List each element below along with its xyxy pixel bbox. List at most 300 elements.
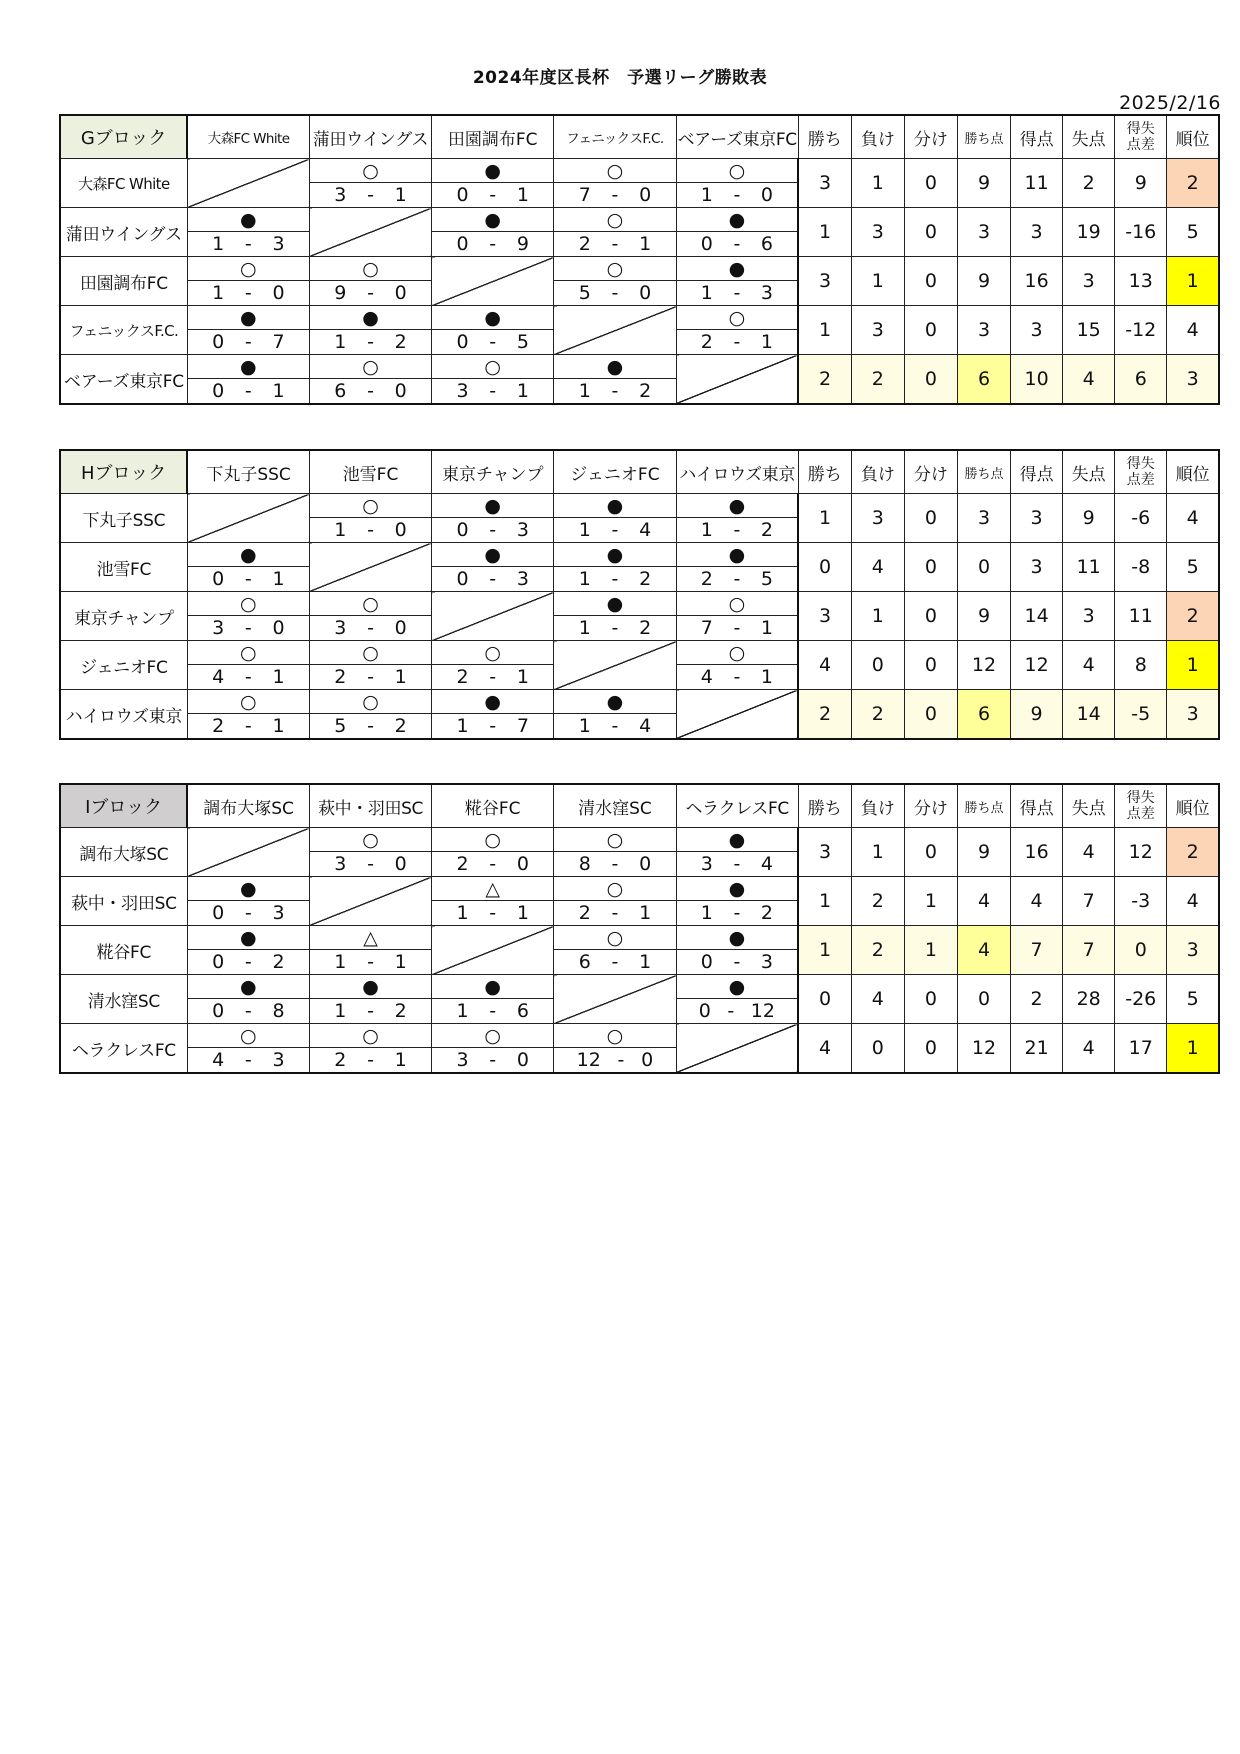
stat-goals-scored: 3 — [1011, 208, 1063, 257]
goals-against: 1 — [760, 331, 773, 353]
loss-icon: ● — [728, 877, 746, 900]
goals-against: 1 — [760, 666, 773, 688]
score-cell — [554, 950, 676, 975]
win-icon: ○ — [606, 257, 624, 280]
stat-goal-difference: -16 — [1115, 208, 1167, 257]
goals-for: 0 — [212, 568, 225, 590]
result-cell — [309, 975, 431, 999]
result-cell — [187, 355, 309, 379]
stat-wins: 1 — [798, 877, 851, 926]
goals-against: 3 — [760, 282, 773, 304]
stat-wins: 3 — [798, 159, 851, 208]
result-cell — [676, 641, 798, 665]
goals-against: 3 — [516, 568, 529, 590]
goals-against: 1 — [639, 902, 652, 924]
goals-for: 1 — [334, 951, 347, 973]
stat-header — [1115, 115, 1167, 159]
goals-for: 2 — [578, 902, 591, 924]
score-cell — [187, 950, 309, 975]
goals-against: 1 — [394, 951, 407, 973]
score-dash: - — [367, 617, 374, 639]
goals-for: 1 — [334, 331, 347, 353]
score — [188, 902, 309, 924]
score-dash: - — [489, 568, 497, 590]
win-icon: ○ — [240, 1024, 257, 1047]
row-team-name: 大森FC White — [60, 159, 187, 208]
stat-header-line: 得失 — [1126, 121, 1155, 137]
team-row — [60, 306, 1219, 330]
result-cell — [676, 306, 798, 330]
row-team-name: 蒲田ウイングス — [60, 208, 187, 257]
goals-for: 0 — [456, 568, 469, 590]
score — [188, 380, 309, 402]
loss-icon: ● — [240, 306, 257, 329]
loss-icon: ● — [728, 543, 746, 566]
team-row — [60, 690, 1219, 714]
score — [554, 853, 675, 875]
win-icon: ○ — [362, 355, 379, 378]
stat-header: 勝ち — [798, 784, 851, 828]
loss-icon: ● — [728, 926, 746, 949]
score-dash: - — [489, 715, 497, 737]
stat-goal-difference: 0 — [1115, 926, 1167, 975]
stat-draws: 0 — [904, 641, 957, 690]
row-team-name: 調布大塚SC — [60, 828, 187, 877]
result-cell — [432, 306, 554, 330]
goals-against: 6 — [760, 233, 773, 255]
goals-against: 1 — [272, 380, 285, 402]
score — [432, 715, 553, 737]
result-cell — [187, 877, 309, 901]
result-cell — [554, 257, 676, 281]
score — [188, 666, 309, 688]
stat-points: 4 — [957, 877, 1010, 926]
stat-points: 3 — [957, 208, 1010, 257]
result-cell — [554, 690, 676, 714]
goals-for: 2 — [700, 568, 713, 590]
stat-header: 分け — [904, 115, 957, 159]
team-row — [60, 828, 1219, 852]
score-cell — [309, 183, 431, 208]
goals-against: 0 — [394, 617, 407, 639]
stat-draws: 0 — [904, 1024, 957, 1074]
loss-icon: ● — [362, 306, 379, 329]
goals-against: 0 — [760, 184, 773, 206]
score-cell — [187, 379, 309, 405]
win-icon: ○ — [484, 355, 502, 378]
stat-points: 12 — [957, 641, 1010, 690]
goals-for: 2 — [456, 853, 469, 875]
team-row — [60, 877, 1219, 901]
stat-rank: 1 — [1167, 1024, 1219, 1074]
self-match-cell — [187, 828, 309, 877]
stat-header-line: 点差 — [1126, 806, 1155, 822]
block-name: Iブロック — [60, 784, 187, 828]
goals-against: 2 — [760, 902, 773, 924]
score-dash: - — [733, 233, 741, 255]
score-cell — [676, 665, 798, 690]
stat-losses: 3 — [851, 208, 904, 257]
loss-icon: ● — [728, 257, 746, 280]
draw-icon: △ — [363, 926, 378, 949]
score-cell — [309, 999, 431, 1024]
stat-rank: 1 — [1167, 641, 1219, 690]
self-match-cell — [676, 355, 798, 405]
stat-wins: 3 — [798, 257, 851, 306]
score — [677, 184, 798, 206]
goals-for: 0 — [456, 184, 469, 206]
block-name: Gブロック — [60, 115, 187, 159]
stat-goal-difference: -8 — [1115, 543, 1167, 592]
result-cell — [187, 641, 309, 665]
goals-against: 2 — [760, 519, 773, 541]
stat-goals-conceded: 4 — [1063, 355, 1115, 405]
stat-points: 0 — [957, 975, 1010, 1024]
goals-against: 3 — [272, 902, 285, 924]
self-match-cell — [554, 306, 676, 355]
win-icon: ○ — [362, 828, 379, 851]
stat-header: 負け — [851, 450, 904, 494]
score-dash: - — [489, 853, 497, 875]
goals-for: 3 — [334, 853, 347, 875]
result-cell — [432, 828, 554, 852]
score-cell — [554, 183, 676, 208]
stat-goals-conceded: 19 — [1063, 208, 1115, 257]
goals-against: 0 — [394, 853, 407, 875]
score-dash: - — [733, 282, 741, 304]
goals-against: 2 — [639, 568, 652, 590]
score-cell — [432, 901, 554, 926]
score-cell — [676, 567, 798, 592]
column-team-header: ヘラクレスFC — [676, 784, 798, 828]
score-dash: - — [617, 1049, 625, 1071]
goals-for: 2 — [700, 331, 713, 353]
column-team-header: ベアーズ東京FC — [676, 115, 798, 159]
stat-goal-difference: 6 — [1115, 355, 1167, 405]
goals-against: 4 — [639, 715, 652, 737]
score — [310, 331, 431, 353]
goals-against: 2 — [639, 617, 652, 639]
goals-against: 0 — [516, 1049, 529, 1071]
score-cell — [187, 330, 309, 355]
result-cell — [309, 306, 431, 330]
self-match-cell — [554, 975, 676, 1024]
goals-for: 7 — [578, 184, 591, 206]
score-cell — [676, 232, 798, 257]
goals-for: 3 — [456, 380, 469, 402]
result-cell — [676, 877, 798, 901]
loss-icon: ● — [484, 975, 502, 998]
win-icon: ○ — [240, 257, 257, 280]
goals-against: 1 — [760, 617, 773, 639]
self-match-cell — [432, 592, 554, 641]
result-cell — [554, 543, 676, 567]
score-cell — [676, 330, 798, 355]
score — [677, 666, 798, 688]
stat-points: 6 — [957, 355, 1010, 405]
column-team-header: 大森FC White — [187, 115, 309, 159]
stat-rank: 3 — [1167, 690, 1219, 740]
stat-header: 勝ち点 — [957, 450, 1010, 494]
score-cell — [187, 281, 309, 306]
score-dash: - — [733, 666, 741, 688]
score — [432, 853, 553, 875]
result-cell — [309, 1024, 431, 1048]
goals-for: 1 — [334, 1000, 347, 1022]
score — [188, 282, 309, 304]
score-dash: - — [367, 1000, 374, 1022]
score-dash: - — [244, 331, 252, 353]
goals-against: 5 — [760, 568, 773, 590]
goals-for: 1 — [700, 282, 713, 304]
score-cell — [554, 567, 676, 592]
stat-losses: 2 — [851, 877, 904, 926]
stat-wins: 2 — [798, 690, 851, 740]
result-cell — [187, 543, 309, 567]
stat-losses: 1 — [851, 159, 904, 208]
goals-for: 1 — [456, 1000, 469, 1022]
stat-goals-scored: 16 — [1011, 257, 1063, 306]
stat-goals-scored: 9 — [1011, 690, 1063, 740]
score-dash: - — [367, 331, 374, 353]
stat-goals-scored: 14 — [1011, 592, 1063, 641]
stat-header: 失点 — [1063, 115, 1115, 159]
stat-rank: 4 — [1167, 877, 1219, 926]
score-cell — [309, 852, 431, 877]
stat-goals-conceded: 4 — [1063, 1024, 1115, 1074]
stat-losses: 3 — [851, 306, 904, 355]
result-cell — [187, 257, 309, 281]
result-cell — [309, 828, 431, 852]
self-match-cell — [676, 1024, 798, 1074]
stat-draws: 0 — [904, 494, 957, 543]
stat-wins: 3 — [798, 592, 851, 641]
score — [677, 853, 798, 875]
draw-icon: △ — [485, 877, 501, 900]
goals-for: 3 — [334, 617, 347, 639]
score — [432, 331, 553, 353]
score-cell — [676, 999, 798, 1024]
goals-for: 1 — [578, 617, 591, 639]
score-cell — [432, 665, 554, 690]
row-team-name: ベアーズ東京FC — [60, 355, 187, 405]
score-cell — [432, 567, 554, 592]
stat-rank: 3 — [1167, 355, 1219, 405]
result-cell — [676, 208, 798, 232]
stat-losses: 4 — [851, 543, 904, 592]
score-cell — [187, 714, 309, 740]
score — [432, 568, 553, 590]
goals-for: 8 — [578, 853, 591, 875]
column-team-header: 萩中・羽田SC — [309, 784, 431, 828]
score-dash: - — [489, 1049, 497, 1071]
stat-points: 9 — [957, 828, 1010, 877]
score-cell — [187, 567, 309, 592]
stat-wins: 0 — [798, 543, 851, 592]
league-table-2 — [59, 449, 1220, 740]
score-cell — [676, 183, 798, 208]
self-match-cell — [432, 926, 554, 975]
score-cell — [432, 379, 554, 405]
stat-rank: 5 — [1167, 975, 1219, 1024]
win-icon: ○ — [362, 690, 379, 713]
result-cell — [554, 355, 676, 379]
loss-icon: ● — [484, 494, 502, 517]
stat-header: 分け — [904, 784, 957, 828]
loss-icon: ● — [240, 208, 257, 231]
score-dash: - — [727, 1000, 735, 1022]
self-match-cell — [187, 159, 309, 208]
goals-for: 9 — [334, 282, 347, 304]
loss-icon: ● — [606, 690, 624, 713]
goals-against: 3 — [272, 1049, 285, 1071]
goals-against: 0 — [394, 282, 407, 304]
win-icon: ○ — [362, 641, 379, 664]
score-dash: - — [244, 951, 252, 973]
result-cell — [309, 257, 431, 281]
score-cell — [676, 950, 798, 975]
league-table-3 — [59, 783, 1220, 1074]
stat-losses: 1 — [851, 828, 904, 877]
loss-icon: ● — [240, 355, 257, 378]
team-row — [60, 355, 1219, 379]
loss-icon: ● — [240, 926, 257, 949]
row-team-name: 池雪FC — [60, 543, 187, 592]
score-dash: - — [489, 666, 497, 688]
score — [554, 282, 675, 304]
win-icon: ○ — [362, 257, 379, 280]
score-cell — [554, 714, 676, 740]
score-cell — [187, 999, 309, 1024]
stat-header-line: 得失 — [1126, 456, 1155, 472]
score — [677, 951, 798, 973]
goals-against: 0 — [272, 282, 285, 304]
goals-for: 0 — [456, 233, 469, 255]
score — [432, 1000, 553, 1022]
goals-against: 1 — [516, 184, 529, 206]
goals-against: 0 — [394, 380, 407, 402]
score-dash: - — [244, 233, 252, 255]
goals-against: 1 — [272, 568, 285, 590]
win-icon: ○ — [606, 877, 624, 900]
stat-goal-difference: -3 — [1115, 877, 1167, 926]
score-cell — [309, 281, 431, 306]
stat-goals-scored: 3 — [1011, 494, 1063, 543]
goals-for: 4 — [700, 666, 713, 688]
stat-draws: 0 — [904, 690, 957, 740]
score-dash: - — [367, 380, 374, 402]
self-match-cell — [554, 641, 676, 690]
result-cell — [554, 1024, 676, 1048]
score-dash: - — [733, 519, 741, 541]
stat-rank: 4 — [1167, 494, 1219, 543]
stat-wins: 1 — [798, 926, 851, 975]
goals-against: 1 — [516, 902, 529, 924]
goals-against: 3 — [760, 951, 773, 973]
score — [432, 666, 553, 688]
goals-against: 4 — [639, 519, 652, 541]
score — [677, 568, 798, 590]
goals-against: 1 — [394, 666, 407, 688]
win-icon: ○ — [362, 159, 379, 182]
result-cell — [676, 975, 798, 999]
score-dash: - — [733, 853, 741, 875]
stat-draws: 0 — [904, 543, 957, 592]
score — [432, 1049, 553, 1071]
stat-header-line: 点差 — [1126, 137, 1155, 153]
win-icon: ○ — [728, 592, 746, 615]
result-cell — [187, 975, 309, 999]
stat-losses: 3 — [851, 494, 904, 543]
score-cell — [676, 281, 798, 306]
score — [432, 380, 553, 402]
goals-for: 4 — [212, 1049, 225, 1071]
goals-against: 2 — [272, 951, 285, 973]
stat-header-line: 得失 — [1126, 790, 1155, 806]
goals-against: 3 — [272, 233, 285, 255]
stat-goal-difference: -5 — [1115, 690, 1167, 740]
stat-points: 0 — [957, 543, 1010, 592]
score-cell — [187, 1048, 309, 1074]
score — [310, 519, 431, 541]
stat-goal-difference: 17 — [1115, 1024, 1167, 1074]
goals-for: 12 — [576, 1049, 601, 1071]
score-dash: - — [611, 568, 619, 590]
result-cell — [187, 306, 309, 330]
score — [677, 519, 798, 541]
goals-for: 1 — [578, 519, 591, 541]
stat-wins: 1 — [798, 494, 851, 543]
win-icon: ○ — [728, 159, 746, 182]
goals-for: 3 — [456, 1049, 469, 1071]
win-icon: ○ — [362, 494, 379, 517]
goals-against: 0 — [639, 282, 652, 304]
score — [554, 568, 675, 590]
result-cell — [309, 355, 431, 379]
result-cell — [432, 877, 554, 901]
score — [554, 951, 675, 973]
result-cell — [676, 543, 798, 567]
score — [310, 617, 431, 639]
result-cell — [554, 494, 676, 518]
stat-goals-conceded: 7 — [1063, 926, 1115, 975]
score-cell — [432, 330, 554, 355]
score — [554, 715, 675, 737]
stat-header: 順位 — [1167, 784, 1219, 828]
stat-goals-conceded: 4 — [1063, 641, 1115, 690]
score-dash: - — [367, 715, 374, 737]
score-dash: - — [244, 902, 252, 924]
column-team-header: 清水窪SC — [554, 784, 676, 828]
score-cell — [187, 665, 309, 690]
row-team-name: 下丸子SSC — [60, 494, 187, 543]
stat-draws: 1 — [904, 877, 957, 926]
score — [432, 902, 553, 924]
score-cell — [554, 281, 676, 306]
goals-against: 1 — [516, 666, 529, 688]
column-team-header: 池雪FC — [309, 450, 431, 494]
goals-for: 2 — [578, 233, 591, 255]
score — [554, 519, 675, 541]
page-title: 2024年度区長杯 予選リーグ勝敗表 — [472, 68, 768, 88]
score — [188, 568, 309, 590]
score — [188, 715, 309, 737]
stat-goals-conceded: 4 — [1063, 828, 1115, 877]
win-icon: ○ — [240, 690, 257, 713]
win-icon: ○ — [606, 159, 624, 182]
result-cell — [554, 592, 676, 616]
score — [554, 380, 675, 402]
